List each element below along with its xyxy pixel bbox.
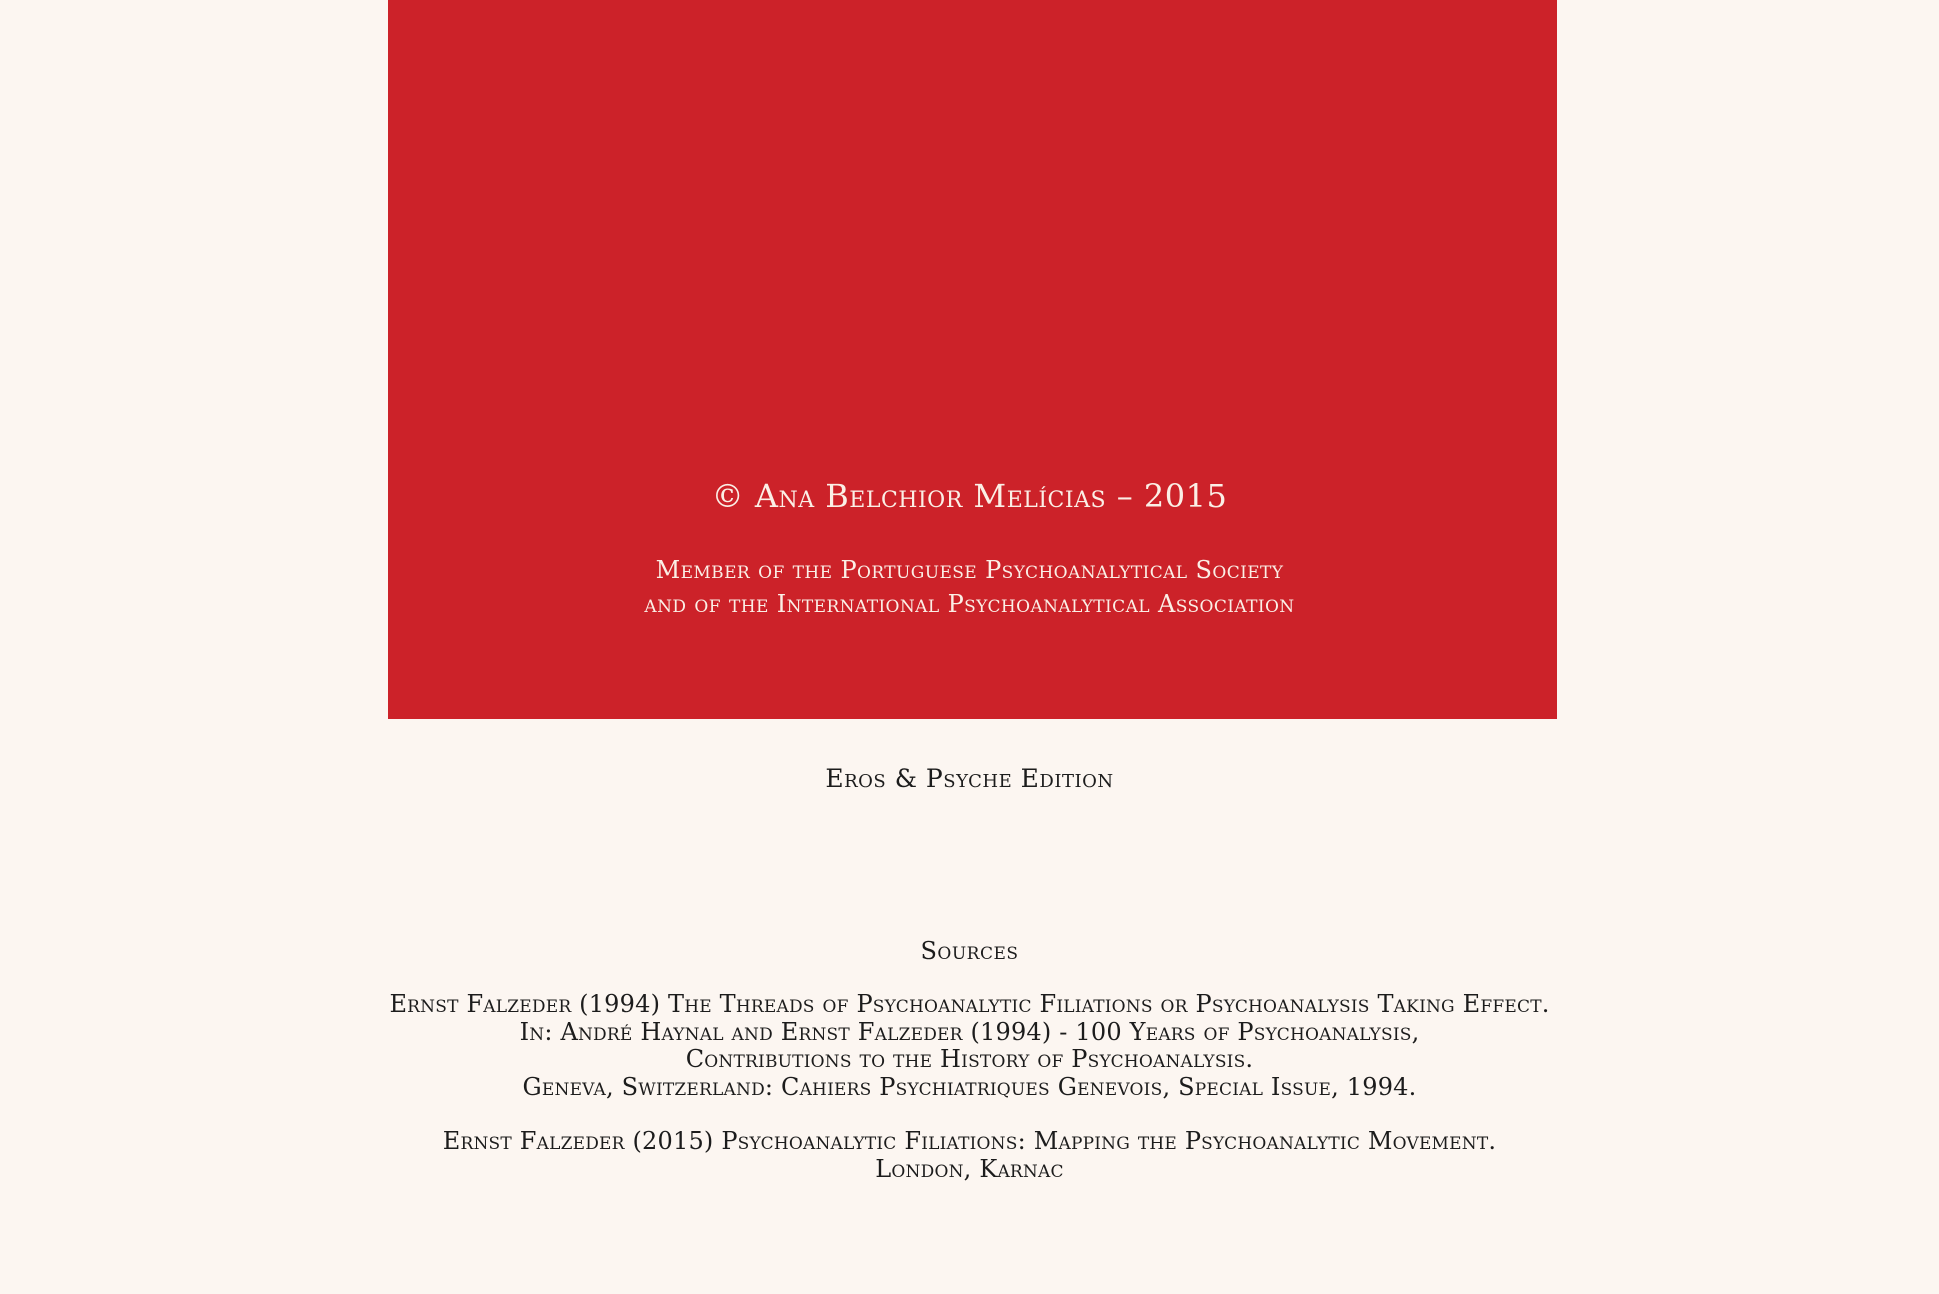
- source-line: Ernst Falzeder (1994) The Threads of Psychoanalytic Filiations or Psychoanalysis Taking Effect.: [389, 990, 1550, 1018]
- membership-text: [0, 553, 1939, 621]
- membership-line-1: Member of the Portuguese Psychoanalytical Society: [655, 556, 1284, 584]
- source-line: London, Karnac: [875, 1154, 1064, 1183]
- source-line: Ernst Falzeder (2015) Psychoanalytic Filiations: Mapping the Psychoanalytic Movement.: [442, 1127, 1497, 1155]
- membership-line-2: and of the International Psychoanalytical Association: [644, 590, 1295, 618]
- source-line: Contributions to the History of Psychoanalysis.: [685, 1045, 1254, 1073]
- source-line: Geneva, Switzerland: Cahiers Psychiatriques Genevois, Special Issue, 1994.: [522, 1072, 1417, 1101]
- source-entry: [0, 991, 1939, 1101]
- copyright-line: © Ana Belchior Melícias – 2015: [711, 477, 1228, 515]
- source-line: In: André Haynal and Ernst Falzeder (1994) - 100 Years of Psychoanalysis,: [519, 1017, 1420, 1046]
- edition-label: Eros & Psyche Edition: [825, 764, 1114, 793]
- sources-heading: Sources: [920, 937, 1019, 965]
- source-entry: [0, 1128, 1939, 1183]
